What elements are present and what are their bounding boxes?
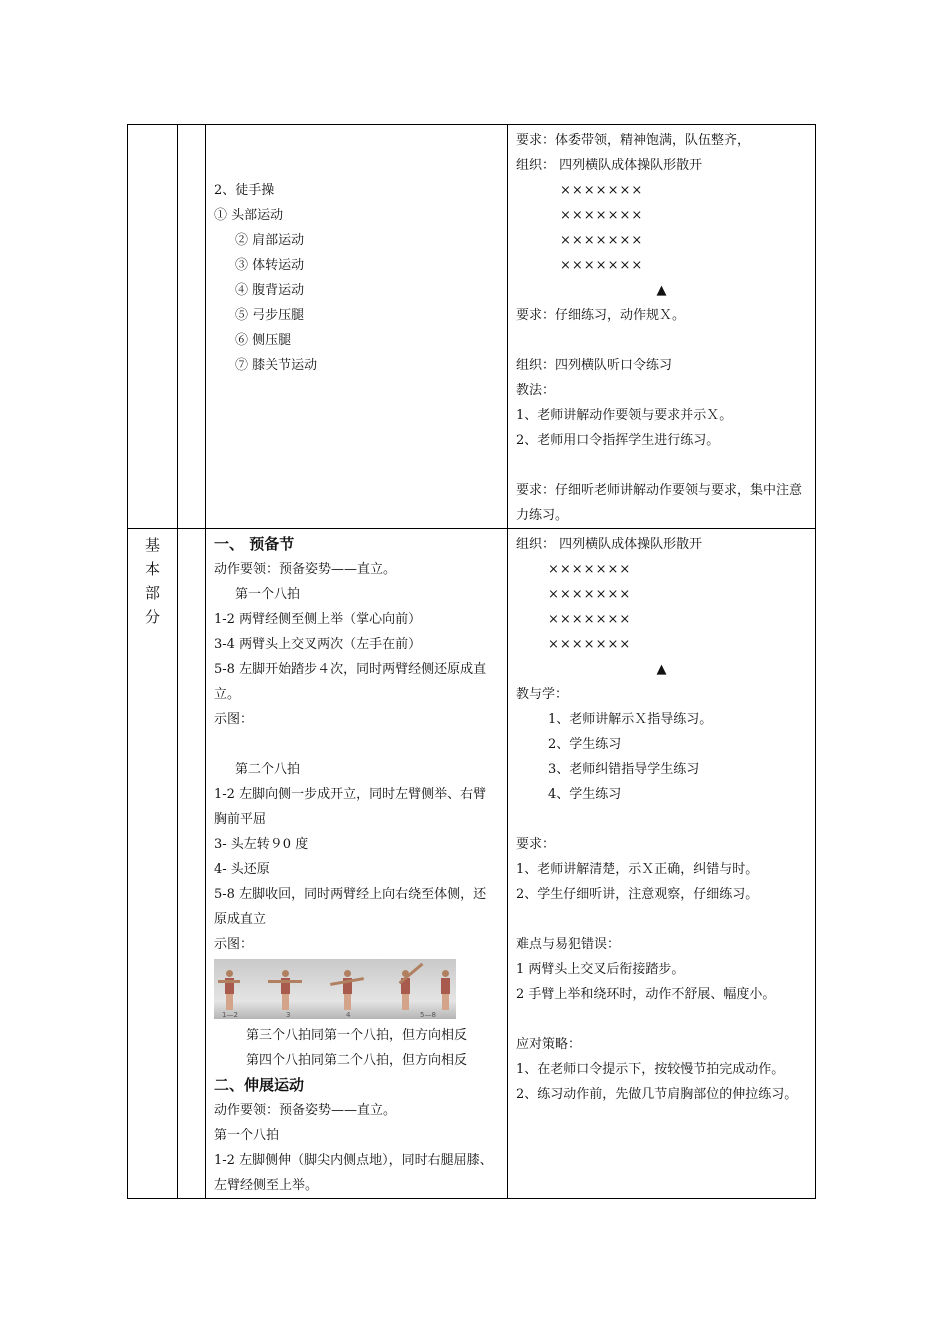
heading-preparation: 一、 预备节 [214, 535, 295, 553]
text-line: 1、老师讲解示Ｘ指导练习。 [548, 712, 713, 727]
text-line: ××××××× [560, 233, 644, 248]
text-line: ××××××× [548, 612, 632, 627]
text-line: ▲ [656, 662, 667, 677]
text-line: 示图： [214, 712, 254, 727]
text-line: 组织： 四列横队成体操队形散开 [516, 537, 703, 552]
text-line: 要求：体委带领，精神饱满，队伍整齐， [516, 133, 751, 148]
text-line: 第一个八拍 [214, 1128, 280, 1143]
text-line [516, 1007, 807, 1032]
section-char: 本 [144, 560, 160, 578]
teaching-notes [508, 529, 815, 1107]
text-line: ××××××× [560, 183, 644, 198]
text-line: ④ 腹背运动 [235, 283, 305, 298]
text-line: ××××××× [560, 258, 644, 273]
text-line: 要求： [516, 837, 556, 852]
text-line: ⑥ 侧压腿 [235, 333, 292, 348]
preparation-steps [214, 557, 499, 957]
text-line: 组织：四列横队听口令练习 [516, 358, 673, 373]
organization-notes [508, 125, 815, 528]
text-line: 1-2 左脚向侧一步成开立，同时左臂侧举、右臂胸前平屈 [214, 787, 487, 827]
text-line: 教与学： [516, 687, 569, 702]
content-cell [206, 125, 508, 529]
table-row-main [128, 529, 816, 1199]
text-line: 1 两臂头上交叉后衔接踏步。 [516, 962, 685, 977]
text-line: 1-2 两臂经侧至侧上举（掌心向前） [214, 612, 422, 627]
text-line [516, 453, 807, 478]
text-line: 组织： 四列横队成体操队形散开 [516, 158, 703, 173]
text-line: 5-8 左脚开始踏步４次，同时两臂经侧还原成直立。 [214, 662, 487, 702]
section-char: 分 [144, 608, 160, 626]
text-line: 2、徒手操 [214, 183, 275, 198]
text-line: 1、老师讲解清楚，示Ｘ正确，纠错与时。 [516, 862, 759, 877]
text-line: 2、学生仔细听讲，注意观察，仔细练习。 [516, 887, 759, 902]
text-line: 3- 头左转９0 度 [214, 837, 309, 852]
exercise-figure [400, 970, 410, 1010]
demo-figure-strip [214, 959, 456, 1019]
content-cell [206, 529, 508, 1199]
method-cell [508, 529, 816, 1199]
exercise-figure [342, 970, 352, 1010]
time-cell-empty [178, 529, 206, 1199]
section-label-cell [128, 529, 178, 1199]
text-line: ××××××× [560, 208, 644, 223]
text-line: 示图： [214, 937, 254, 952]
text-line: 第三个八拍同第一个八拍，但方向相反 [246, 1028, 468, 1043]
text-line: 教法： [516, 383, 556, 398]
text-line: 第二个八拍 [235, 762, 301, 777]
text-line: ▲ [656, 283, 667, 298]
text-line: ⑦ 膝关节运动 [235, 358, 318, 373]
heading-stretch: 二、伸展运动 [214, 1076, 305, 1094]
exercise-figure [224, 970, 234, 1010]
figure-count-label: 3 [286, 1011, 291, 1019]
exercise-figure [440, 970, 450, 1010]
text-line: ××××××× [548, 637, 632, 652]
text-line: ××××××× [548, 587, 632, 602]
section-cell-empty [128, 125, 178, 529]
text-line: 动作要领：预备姿势——直立。 [214, 1103, 397, 1118]
section-char: 基 [144, 536, 160, 554]
text-line: 应对策略： [516, 1037, 582, 1052]
exercise-figure [280, 970, 290, 1010]
text-line: 5-8 左脚收回，同时两臂经上向右绕至体侧，还原成直立 [214, 887, 487, 927]
repeat-notes [214, 1023, 499, 1073]
text-line: ××××××× [548, 562, 632, 577]
text-line: 3-4 两臂头上交叉两次（左手在前） [214, 637, 422, 652]
time-cell-empty [178, 125, 206, 529]
text-line: 动作要领：预备姿势——直立。 [214, 562, 397, 577]
figure-count-label: 1—2 [222, 1011, 238, 1019]
table-row-warmup [128, 125, 816, 529]
text-line: ③ 体转运动 [235, 258, 305, 273]
text-line: ① 头部运动 [214, 208, 284, 223]
text-line: 第四个八拍同第二个八拍，但方向相反 [246, 1053, 468, 1068]
text-line: 要求：仔细练习，动作规Ｘ。 [516, 308, 686, 323]
text-line: ⑤ 弓步压腿 [235, 308, 305, 323]
text-line: 4- 头还原 [214, 862, 270, 877]
text-line [516, 807, 807, 832]
text-line: 2、练习动作前，先做几节肩胸部位的伸拉练习。 [516, 1087, 798, 1102]
text-line: ② 肩部运动 [235, 233, 305, 248]
text-line [516, 328, 807, 353]
text-line: 要求：仔细听老师讲解动作要领与要求，集中注意力练习。 [516, 483, 803, 523]
text-line: 1-2 左脚侧伸（脚尖内侧点地），同时右腿屈膝、左臂经侧至上举。 [214, 1153, 493, 1193]
text-line: 第一个八拍 [235, 587, 301, 602]
text-line: 4、学生练习 [548, 787, 622, 802]
method-cell [508, 125, 816, 529]
text-line [214, 732, 499, 757]
text-line: 2、学生练习 [548, 737, 622, 752]
text-line: 2 手臂上举和绕环时，动作不舒展、幅度小。 [516, 987, 776, 1002]
lesson-plan-table [127, 124, 816, 1199]
figure-count-label: 5—8 [420, 1011, 436, 1019]
text-line: 1、在老师口令提示下，按较慢节拍完成动作。 [516, 1062, 785, 1077]
section-label-basic-part [128, 529, 177, 629]
stretch-steps [214, 1098, 499, 1198]
text-line [516, 907, 807, 932]
text-line: 1、老师讲解动作要领与要求并示Ｘ。 [516, 408, 733, 423]
text-line: 3、老师纠错指导学生练习 [548, 762, 700, 777]
text-line: 2、老师用口令指挥学生进行练习。 [516, 433, 720, 448]
section-char: 部 [144, 584, 160, 602]
figure-count-label: 4 [346, 1011, 351, 1019]
text-line: 难点与易犯错误： [516, 937, 621, 952]
exercise-list [206, 125, 507, 378]
